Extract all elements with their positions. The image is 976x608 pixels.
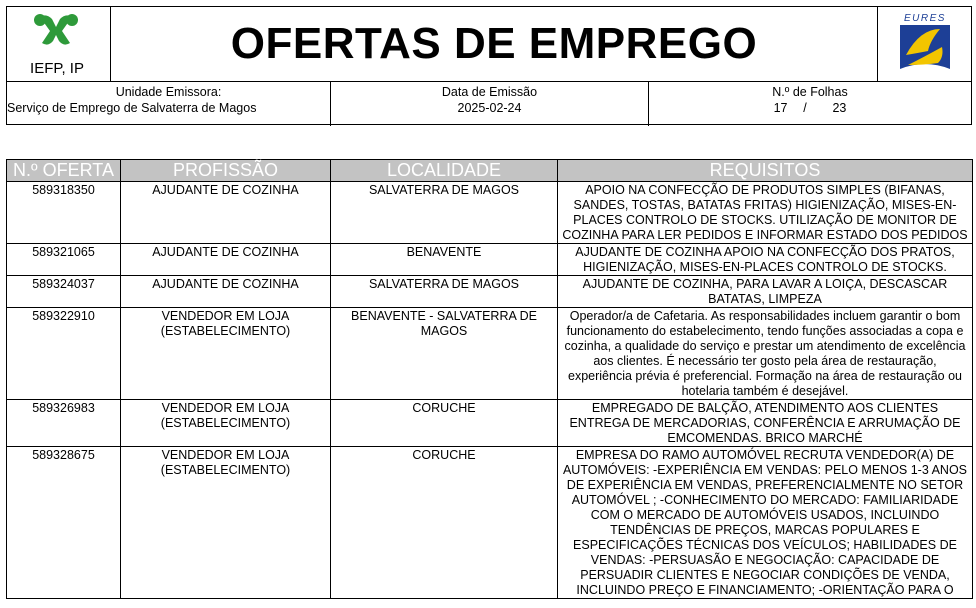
table-header-row [7, 160, 973, 182]
requisitos-cell: Operador/a de Cafetaria. As responsabilidades incluem garantir o bom funcionamento do estabelecimento, tendo funções associadas a copa e cozinha, a qualidade do serviço e prestar um atendimento de excelência aos clientes. É necessário ter gosto pela área de restauração, experiência prévia é preferencial. Formação na área de restauração ou hotelaria também é desejável. [558, 308, 973, 400]
col-header-localidade: LOCALIDADE [331, 160, 558, 182]
localidade-cell: BENAVENTE - SALVATERRA DE MAGOS [331, 308, 558, 400]
iefp-logo [7, 7, 111, 81]
oferta-cell: 589328675 [7, 447, 121, 599]
table-row [7, 447, 973, 599]
profissao-cell: AJUDANTE DE COZINHA [121, 276, 331, 308]
oferta-cell: 589318350 [7, 182, 121, 244]
oferta-cell: 589324037 [7, 276, 121, 308]
requisitos-cell: EMPRESA DO RAMO AUTOMÓVEL RECRUTA VENDEDOR(A) DE AUTOMÓVEIS: -EXPERIÊNCIA EM VENDAS: PELO MENOS 1-3 ANOS DE EXPERIÊNCIA EM VENDAS, PREFERENCIALMENTE NO SETOR AUTOMÓVEL ; -CONHECIMENTO DO MERCADO: FAMILIARIDADE COM O MERCADO DE AUTOMÓVEIS USADOS, INCLUINDO TENDÊNCIAS DE PREÇOS, MARCAS POPULARES E ESPECIFICAÇÕES TÉCNICAS DOS VEÍCULOS; HABILIDADES DE VENDAS: -PERSUASÃO E NEGOCIAÇÃO: CAPACIDADE DE PERSUADIR CLIENTES E NEGOCIAR CONDIÇÕES DE VENDA, INCLUINDO PREÇO E FINANCIAMENTO; -ORIENTAÇÃO PARA O [558, 447, 973, 599]
data-emissao-cell [331, 82, 649, 126]
data-value: 2025-02-24 [457, 101, 522, 115]
table-row [7, 182, 973, 244]
requisitos-cell: APOIO NA CONFECÇÃO DE PRODUTOS SIMPLES (BIFANAS, SANDES, TOSTAS, BATATAS FRITAS) HIGIENIZAÇÃO, MISES-EN-PLACES CONTROLO DE STOCKS. UTILIZAÇÃO DE MONITOR DE COZINHA PARA LER PEDIDOS E INFORMAR ESTADO DOS PEDIDOS [558, 182, 973, 244]
requisitos-cell: AJUDANTE DE COZINHA APOIO NA CONFECÇÃO DOS PRATOS, HIGIENIZAÇÃO, MISES-EN-PLACES CONTROLO DE STOCKS. [558, 244, 973, 276]
oferta-cell: 589321065 [7, 244, 121, 276]
requisitos-cell: EMPREGADO DE BALÇÃO, ATENDIMENTO AOS CLIENTES ENTREGA DE MERCADORIAS, CONFERÊNCIA E ARRUMAÇÃO DE EMCOMENDAS. BRICO MARCHÉ [558, 400, 973, 447]
col-header-requisitos: REQUISITOS [558, 160, 973, 182]
eures-logo-text: EURES [904, 13, 946, 24]
localidade-cell: CORUCHE [331, 400, 558, 447]
iefp-emblem-icon [7, 7, 111, 81]
eures-logo [877, 7, 971, 81]
folhas-cell [649, 82, 971, 126]
page-title: OFERTAS DE EMPREGO [230, 19, 758, 68]
col-header-oferta: N.º OFERTA [7, 160, 121, 182]
profissao-cell: AJUDANTE DE COZINHA [121, 244, 331, 276]
oferta-cell: 589322910 [7, 308, 121, 400]
oferta-cell: 589326983 [7, 400, 121, 447]
folha-atual: 17 [773, 101, 788, 115]
profissao-cell: AJUDANTE DE COZINHA [121, 182, 331, 244]
profissao-cell: VENDEDOR EM LOJA (ESTABELECIMENTO) [121, 447, 331, 599]
folha-total: 23 [832, 101, 847, 115]
table-row [7, 400, 973, 447]
info-row [7, 81, 971, 126]
profissao-cell: VENDEDOR EM LOJA (ESTABELECIMENTO) [121, 308, 331, 400]
eures-emblem-icon [878, 7, 972, 81]
requisitos-cell: AJUDANTE DE COZINHA, PARA LAVAR A LOIÇA, DESCASCAR BATATAS, LIMPEZA [558, 276, 973, 308]
document-header [6, 6, 972, 125]
unidade-label: Unidade Emissora: [115, 85, 222, 99]
table-row [7, 244, 973, 276]
localidade-cell: CORUCHE [331, 447, 558, 599]
unidade-emissora-cell [7, 82, 331, 126]
folhas-label: N.º de Folhas [772, 85, 848, 99]
profissao-cell: VENDEDOR EM LOJA (ESTABELECIMENTO) [121, 400, 331, 447]
title-cell [111, 7, 877, 81]
localidade-cell: BENAVENTE [331, 244, 558, 276]
localidade-cell: SALVATERRA DE MAGOS [331, 182, 558, 244]
data-label: Data de Emissão [441, 85, 538, 99]
folha-separator: / [803, 101, 807, 115]
table-row [7, 276, 973, 308]
localidade-cell: SALVATERRA DE MAGOS [331, 276, 558, 308]
table-row [7, 308, 973, 400]
job-offers-table [6, 159, 973, 599]
col-header-profissao: PROFISSÃO [121, 160, 331, 182]
iefp-logo-text: IEFP, IP [30, 60, 84, 77]
unidade-value: Serviço de Emprego de Salvaterra de Magos [7, 101, 257, 115]
